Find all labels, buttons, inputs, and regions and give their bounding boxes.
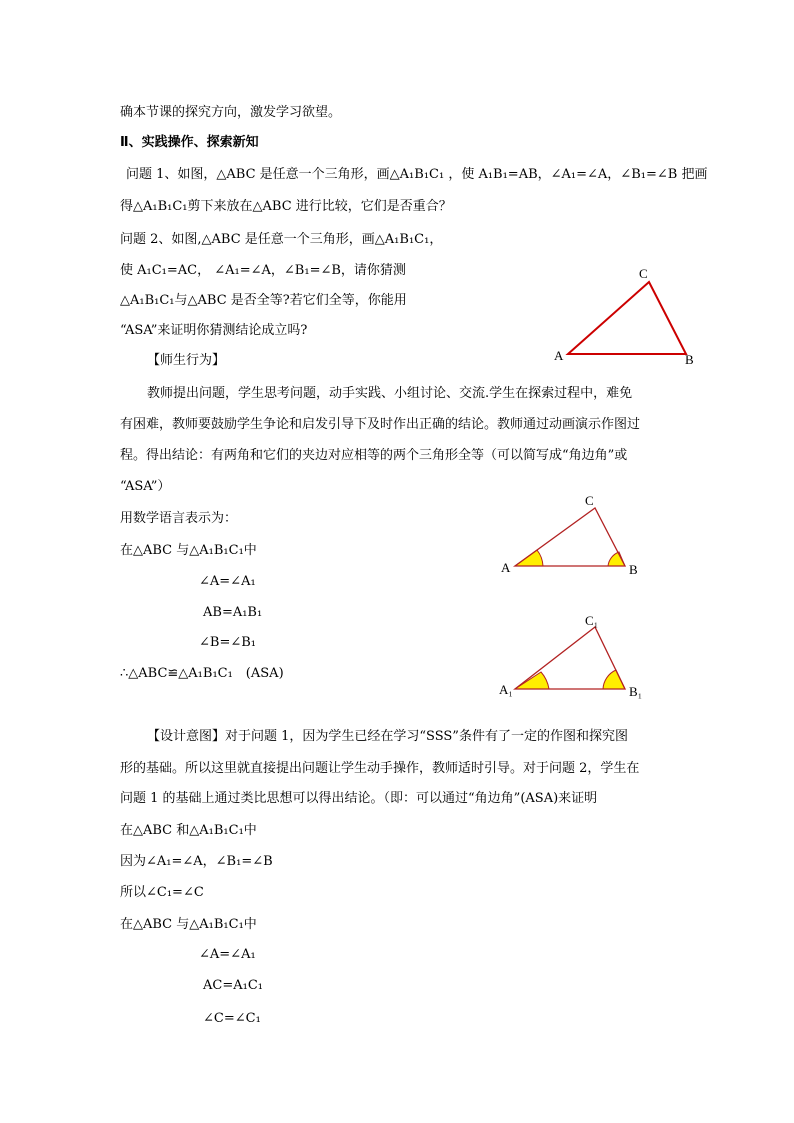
- paragraph-line: 有困难，教师要鼓励学生争论和启发引导下及时作出正确的结论。教师通过动画演示作图过: [120, 417, 641, 432]
- proof-line: ∠B=∠B₁: [199, 635, 256, 650]
- text-line: 确本节课的探究方向，激发学习欲望。: [120, 105, 342, 120]
- proof-line: 因为∠A₁=∠A，∠B₁=∠B: [120, 854, 273, 869]
- math-intro: 用数学语言表示为：: [120, 511, 238, 526]
- section-heading: Ⅱ、实践操作、探索新知: [120, 135, 259, 150]
- vertex-label-c1: C₁: [585, 613, 599, 628]
- triangle-figure-2: [495, 490, 655, 585]
- paragraph-line: 程。得出结论：有两角和它们的夹边对应相等的两个三角形全等（可以简写成“角边角”或: [120, 448, 628, 463]
- proof-line: 所以∠C₁=∠C: [120, 885, 204, 900]
- vertex-label-c: C: [585, 493, 594, 508]
- angle-a1-mark: [515, 672, 549, 689]
- problem2-line2: 使 A₁C₁=AC， ∠A₁=∠A，∠B₁=∠B，请你猜测: [120, 263, 406, 278]
- angle-b1-mark: [603, 670, 625, 689]
- problem2-line1: 问题 2、如图,△ABC 是任意一个三角形，画△A₁B₁C₁，: [120, 232, 443, 247]
- design-intent-line: 【设计意图】对于问题 1，因为学生已经在学习“SSS”条件有了一定的作图和探究图: [147, 729, 628, 744]
- proof-line: 在△ABC 与△A₁B₁C₁中: [120, 543, 257, 558]
- proof-line: ∠A=∠A₁: [199, 574, 256, 589]
- design-intent-line: 问题 1 的基础上通过类比思想可以得出结论。（即：可以通过“角边角”(ASA)来证明: [120, 791, 598, 806]
- proof-line: AB=A₁B₁: [203, 605, 263, 620]
- triangle-figure-3: [495, 610, 655, 705]
- paragraph-line: 教师提出问题，学生思考问题，动手实践、小组讨论、交流.学生在探索过程中，难免: [147, 386, 633, 401]
- proof-line: ∠A=∠A₁: [199, 947, 256, 962]
- angle-b-mark: [608, 552, 625, 566]
- problem2-line4: “ASA”来证明你猜测结论成立吗?: [120, 323, 308, 338]
- triangle-figure-1: [540, 260, 710, 370]
- vertex-label-c: C: [639, 266, 648, 281]
- paragraph-line: “ASA”）: [120, 479, 171, 494]
- triangle-abc: [568, 282, 686, 354]
- design-intent-line: 形的基础。所以这里就直接提出问题让学生动手操作，教师适时引导。对于问题 2，学生在: [120, 761, 640, 776]
- proof-line: 在△ABC 和△A₁B₁C₁中: [120, 823, 257, 838]
- problem2-line3: △A₁B₁C₁与△ABC 是否全等?若它们全等，你能用: [120, 293, 407, 308]
- vertex-label-a1: A₁: [499, 682, 513, 697]
- vertex-label-b: B: [685, 352, 694, 367]
- vertex-label-a: A: [501, 560, 511, 575]
- teacher-student-heading: 【师生行为】: [147, 353, 226, 368]
- vertex-label-b1: B₁: [629, 684, 643, 699]
- proof-line: ∠C=∠C₁: [203, 1011, 261, 1026]
- problem1-line1: 问题 1、如图，△ABC 是任意一个三角形，画△A₁B₁C₁ ，使 A₁B₁=AB，∠A₁=∠A，∠B₁=∠B 把画: [126, 167, 708, 182]
- proof-conclusion: ∴△ABC≌△A₁B₁C₁ (ASA): [120, 666, 284, 681]
- proof-line: AC=A₁C₁: [203, 978, 263, 993]
- vertex-label-a: A: [554, 348, 564, 363]
- vertex-label-b: B: [629, 562, 638, 577]
- proof-line: 在△ABC 与△A₁B₁C₁中: [120, 917, 257, 932]
- problem1-line2: 得△A₁B₁C₁剪下来放在△ABC 进行比较，它们是否重合？: [120, 199, 452, 214]
